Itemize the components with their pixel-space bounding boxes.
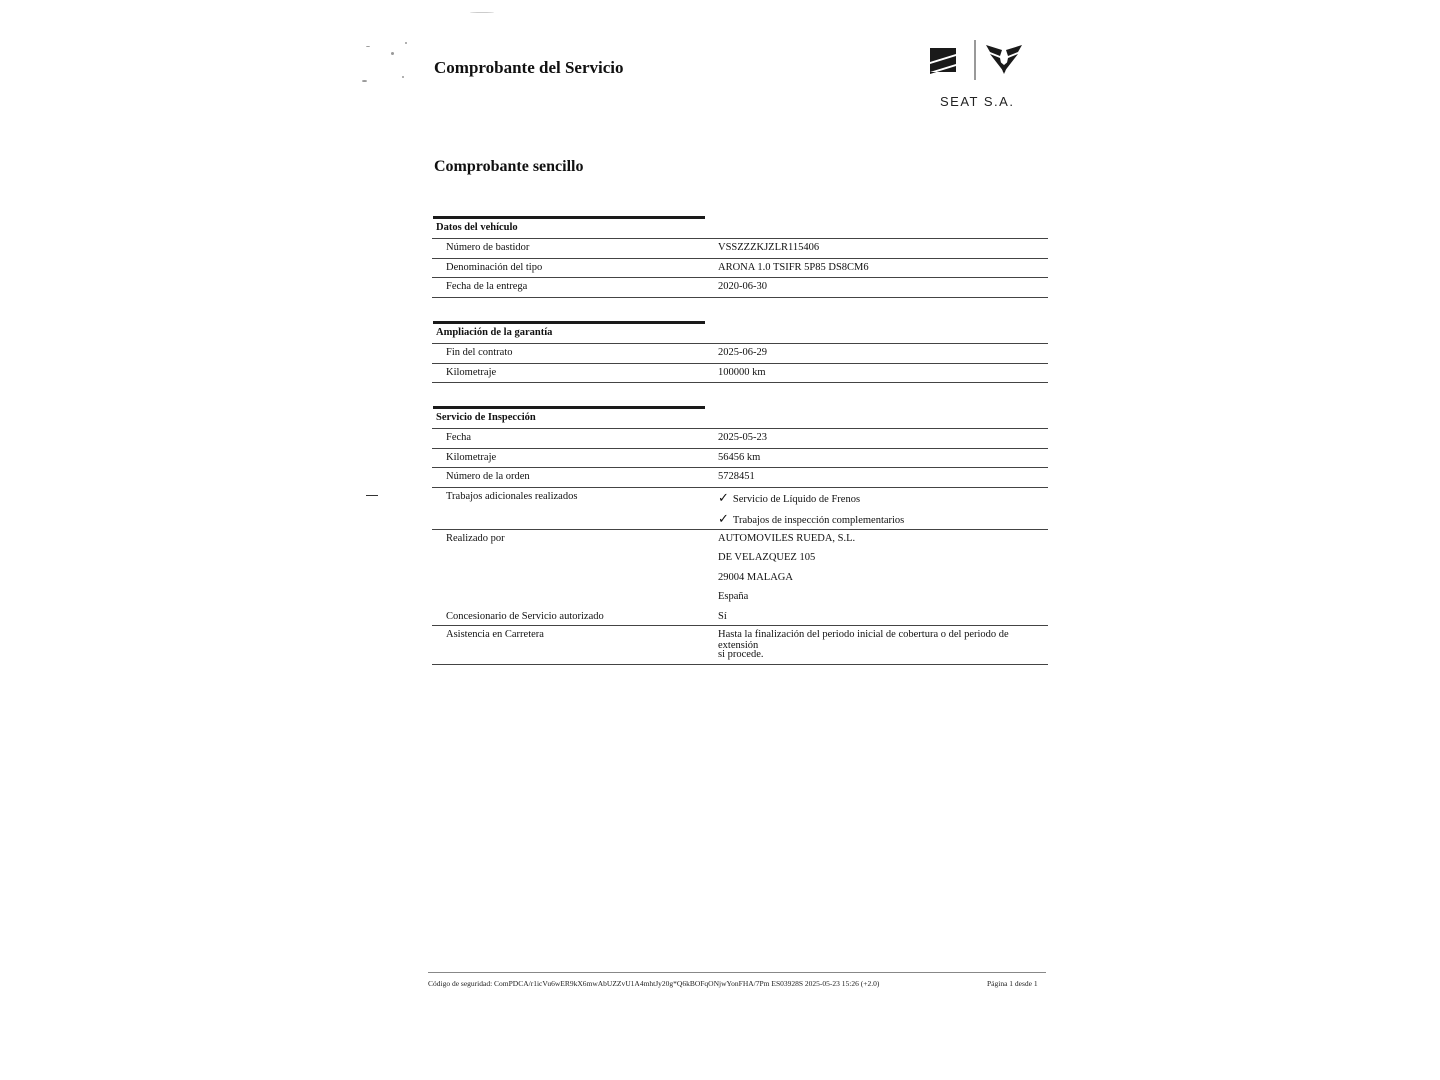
additional-item-text: Trabajos de inspección complementarios [732, 515, 905, 526]
table-bottom-rule [432, 664, 1048, 665]
document-title: Comprobante del Servicio [434, 58, 624, 77]
additional-item [718, 511, 904, 527]
page-number: Página 1 desde 1 [987, 979, 1038, 988]
address-line: AUTOMOVILES RUEDA, S.L. [718, 533, 856, 544]
section-heading: Ampliación de la garantía [436, 327, 553, 338]
row-label: Asistencia en Carretera [446, 629, 544, 640]
brand-name: SEAT S.A. [940, 94, 1015, 109]
row-value: 5728451 [718, 471, 755, 482]
row-value: 2020-06-30 [718, 281, 767, 292]
additional-works-row [432, 487, 1048, 530]
scan-speck [402, 76, 404, 78]
row-value: 100000 km [718, 367, 766, 378]
section-heading: Servicio de Inspección [436, 412, 536, 423]
margin-mark [366, 495, 378, 496]
table-row [432, 277, 1048, 292]
row-value: Sí [718, 611, 727, 622]
row-label: Realizado por [446, 533, 505, 544]
row-value: ARONA 1.0 TSIFR 5P85 DS8CM6 [718, 262, 869, 273]
address-line: España [718, 591, 749, 602]
row-label: Concesionario de Servicio autorizado [446, 611, 604, 622]
section-bar [433, 216, 705, 219]
table-row [432, 343, 1048, 358]
seat-cupra-logo-icon [926, 38, 1028, 94]
row-label: Kilometraje [446, 452, 497, 463]
row-value: Hasta la finalización del periodo inicial de cobertura o del periodo de extensión [718, 629, 1009, 651]
table-row [432, 467, 1048, 482]
table-bottom-rule [432, 297, 1048, 298]
scan-speck [405, 42, 407, 44]
additional-item-text: Servicio de Líquido de Frenos [732, 494, 861, 505]
roadside-row [432, 625, 1048, 665]
row-value: 2025-06-29 [718, 347, 767, 358]
checkmark-icon: ✓ [718, 511, 729, 526]
row-label: Fecha [446, 432, 472, 443]
table-row [432, 363, 1048, 378]
row-value-continued: si procede. [718, 649, 764, 660]
table-row [432, 448, 1048, 463]
address-line: DE VELAZQUEZ 105 [718, 552, 816, 563]
scan-speck [362, 80, 367, 82]
row-label: Denominación del tipo [446, 262, 543, 273]
row-label: Fecha de la entrega [446, 281, 528, 292]
scan-speck [366, 46, 370, 47]
security-code: Código de seguridad: ComPDCA/r1icVu6wER9kX6mwAbUZZvU1A4mhtJy20g*Q6kBOFqONjwYonFHA/7Pm ES03928S 2025-05-23 15:26 (+2.0) [428, 979, 880, 988]
row-label: Kilometraje [446, 367, 497, 378]
row-value: VSSZZZKJZLR115406 [718, 242, 820, 253]
row-label: Trabajos adicionales realizados [446, 491, 578, 502]
scan-speck [470, 12, 494, 13]
address-line: 29004 MALAGA [718, 572, 793, 583]
row-value: 2025-05-23 [718, 432, 767, 443]
row-label: Número de la orden [446, 471, 530, 482]
section-heading: Datos del vehículo [436, 222, 518, 233]
table-row [432, 238, 1048, 253]
table-row [432, 258, 1048, 273]
document-subtitle: Comprobante sencillo [434, 158, 584, 175]
footer-rule [428, 972, 1046, 973]
scan-speck [391, 52, 394, 55]
row-label: Fin del contrato [446, 347, 513, 358]
section-bar [433, 406, 705, 409]
section-bar [433, 321, 705, 324]
row-value: 56456 km [718, 452, 761, 463]
checkmark-icon: ✓ [718, 490, 729, 505]
table-row [432, 428, 1048, 443]
additional-item [718, 490, 860, 506]
performed-by-row [432, 529, 1048, 626]
table-bottom-rule [432, 382, 1048, 383]
row-label: Número de bastidor [446, 242, 530, 253]
